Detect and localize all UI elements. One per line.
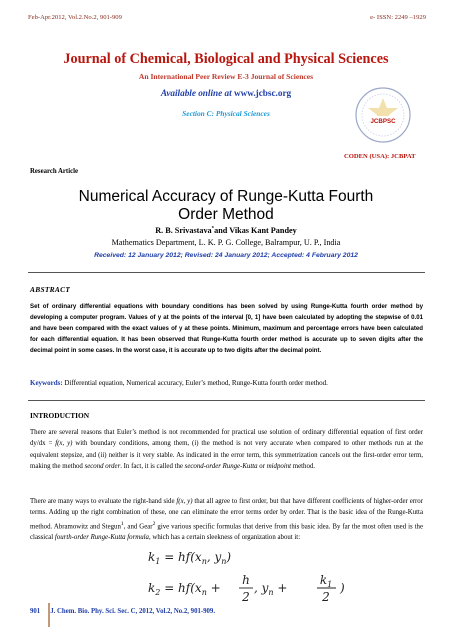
footer-divider bbox=[48, 603, 50, 627]
journal-title: Journal of Chemical, Biological and Physical Sciences bbox=[63, 51, 389, 67]
author-2: and Vikas Kant Pandey bbox=[214, 226, 297, 235]
author-1: R. B. Srivastava bbox=[155, 226, 212, 235]
text-run: f(x, y) bbox=[55, 440, 73, 448]
introduction-paragraph-1 bbox=[30, 427, 423, 472]
text-run: , and Gear bbox=[123, 522, 153, 530]
text-run: second order bbox=[84, 462, 121, 470]
keywords-list: Differential equation, Numerical accuracy, Euler’s method, Runge-Kutta fourth order method. bbox=[64, 379, 328, 387]
text-run: that all agree to first order, but that have different coefficients of higher-order error terms. Adding up the right combination of these, one can eliminate the error terms order by order. That is the basic idea of the Runge-Kutta method. Abramowitz and Stegun bbox=[30, 498, 423, 530]
fraction-k1-den: 2 bbox=[322, 590, 330, 604]
divider bbox=[28, 400, 425, 401]
article-dates: Received: 12 January 2012; Revised: 24 January 2012; Accepted: 4 February 2012 bbox=[94, 252, 358, 259]
text-run: There are several reasons that Euler’s method is not recommended for practical use solution of ordinary differential equation of first order dy/dx = bbox=[30, 429, 423, 448]
keywords-label: Keywords: bbox=[30, 379, 63, 387]
text-run: second-order Runge-Kutta bbox=[184, 462, 258, 470]
journal-logo bbox=[354, 86, 412, 144]
text-run: There are many ways to evaluate the right-hand side bbox=[30, 498, 177, 505]
header-issue-info: Feb-Apr.2012, Vol.2.No.2, 901-909 bbox=[28, 14, 122, 21]
text-run: fourth-order Runge-Kutta formula bbox=[54, 534, 149, 542]
text-run: with boundary conditions, among them, (i) the method is not very accurate when compared to other methods run at the equivalent stepsize, and (ii) neither is it very stable. As indicated in the error term, this symmetrization cancels out the first-order error term, making the method bbox=[30, 440, 423, 470]
available-online-label: Available online at bbox=[160, 88, 234, 98]
text-run: f(x, y) bbox=[176, 498, 193, 505]
journal-section: Section C: Physical Sciences bbox=[182, 109, 270, 118]
text-run: or bbox=[257, 462, 267, 470]
text-run: . In fact, it is called the bbox=[120, 462, 185, 470]
introduction-heading: INTRODUCTION bbox=[30, 411, 90, 420]
paper-title: Numerical Accuracy of Runge-Kutta Fourth Order Method bbox=[78, 188, 374, 223]
citation-ref: 2 bbox=[152, 520, 156, 527]
abstract-text: Set of ordinary differential equations with boundary conditions has been solved by using Runge-Kutta fourth order method by developing a computer program. Values of y at the points of the interval [0, 1] have been calculated by adopting the stepwise of 0.01 and have been compared with the exact values of y at these points. Minimum, maximum and percentage errors have been calculated for each differential equation. It has been observed that Runge-Kutta fourth order method is accurate up to seven digits after the decimal point in some cases. In the worst case, it is accurate up to two digits after the decimal point. bbox=[30, 303, 423, 354]
footer bbox=[30, 608, 215, 615]
equation-k2: $k_2 = hf(x_n$ + bbox=[148, 581, 221, 597]
divider bbox=[28, 272, 425, 273]
header-issn: e- ISSN: 2249 –1929 bbox=[370, 14, 426, 21]
keywords bbox=[30, 379, 423, 387]
text-run: , which has a certain sleekness of organization about it: bbox=[148, 534, 301, 542]
text-run: give various specific formulas that derive from this basic idea. By far the most often used is the classical bbox=[30, 522, 423, 542]
equation-k2-close: ) bbox=[340, 581, 345, 595]
equation-k1: $k_1 = hf(x_n$, $y_n$) bbox=[148, 550, 232, 566]
affiliation: Mathematics Department, L. K. P. G. College, Balrampur, U. P., India bbox=[111, 238, 341, 247]
journal-url-link[interactable]: www.jcbsc.org bbox=[233, 88, 292, 98]
introduction-paragraph-2 bbox=[30, 496, 423, 543]
svg-text:JCBPSC: JCBPSC bbox=[370, 118, 396, 125]
authors bbox=[0, 226, 452, 235]
abstract-heading: ABSTRACT bbox=[30, 285, 71, 294]
equation-k2-mid: , $y_n$ + bbox=[254, 581, 288, 597]
fraction-h-num: h bbox=[242, 573, 250, 587]
fraction-h-den: 2 bbox=[242, 590, 250, 604]
citation-ref: 1 bbox=[120, 520, 124, 527]
footer-citation: J. Chem. Bio. Phy. Sci. Sec. C, 2012, Vol.2, No.2, 901-909. bbox=[50, 608, 216, 615]
fraction-k1-num: $k_1$ bbox=[319, 573, 333, 589]
article-type: Research Article bbox=[30, 168, 78, 175]
coden: CODEN (USA): JCBPAT bbox=[344, 153, 416, 160]
corresponding-mark: * bbox=[211, 226, 215, 232]
page-number: 901 bbox=[30, 608, 41, 615]
runge-kutta-equations bbox=[148, 547, 388, 611]
text-run: midpoint bbox=[266, 462, 292, 470]
text-run: method. bbox=[291, 462, 315, 470]
journal-subtitle: An International Peer Review E-3 Journal of Sciences bbox=[138, 72, 314, 81]
